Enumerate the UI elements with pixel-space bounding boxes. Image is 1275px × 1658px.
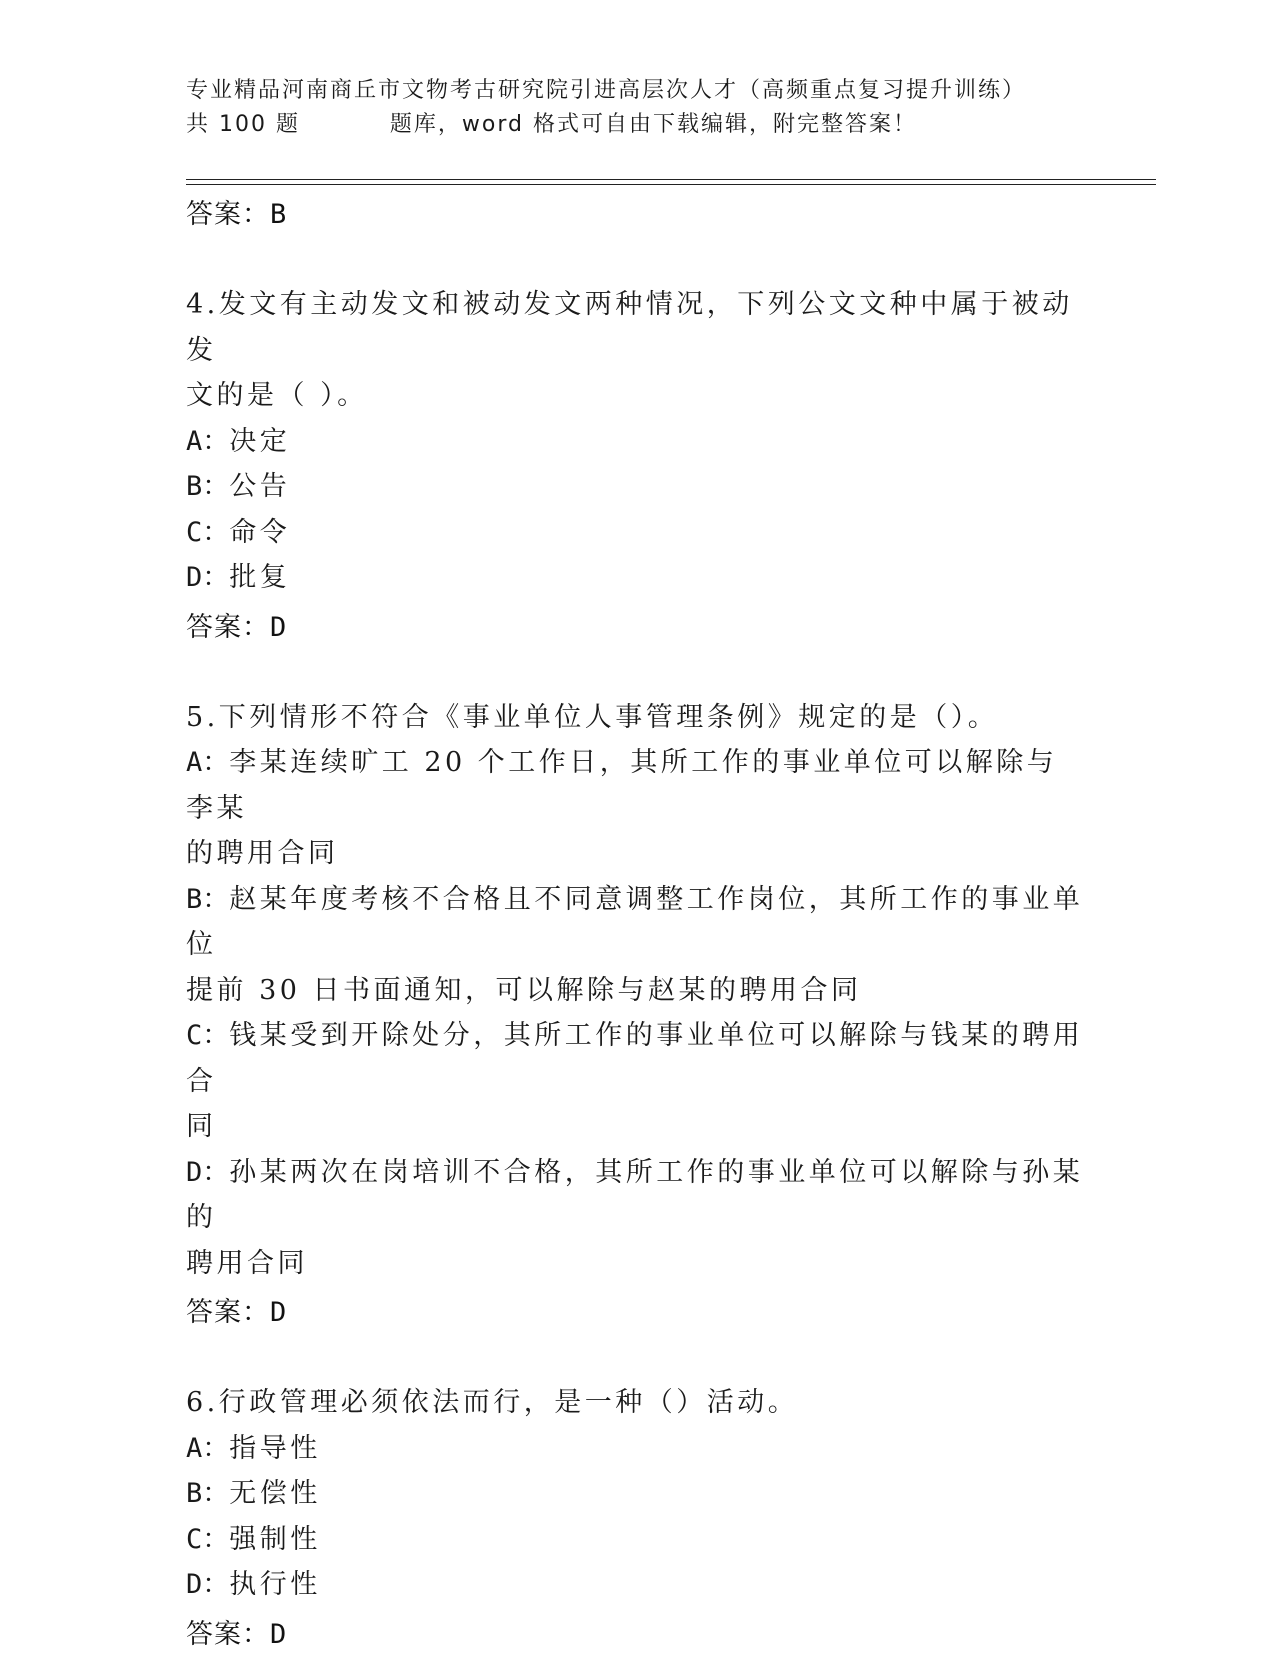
answer-label: 答案：	[186, 1297, 270, 1328]
option-key: B：	[186, 1478, 230, 1509]
option-c-continued: 同	[186, 1111, 217, 1142]
option-key: D：	[186, 562, 230, 593]
question-stem: 6.行政管理必须依法而行，是一种（）活动。	[186, 1387, 799, 1418]
option-a	[186, 740, 1086, 831]
header-divider-thick	[186, 184, 1156, 185]
option-key: C：	[186, 516, 230, 548]
option-key: D：	[186, 1569, 230, 1600]
option-text: 批复	[229, 562, 291, 593]
option-c	[186, 510, 1086, 556]
option-c	[186, 1013, 1086, 1104]
header-divider-thin	[186, 179, 1156, 180]
option-b	[186, 464, 1086, 510]
option-key: A：	[186, 1432, 230, 1464]
option-text: 指导性	[229, 1432, 321, 1464]
option-key: C：	[186, 1020, 230, 1051]
answer-line-previous	[186, 192, 1086, 238]
answer-label: 答案：	[186, 611, 270, 643]
option-key: B：	[186, 471, 230, 502]
option-key: D：	[186, 1156, 230, 1188]
option-text: 钱某受到开除处分，其所工作的事业单位可以解除与钱某的聘用合	[186, 1020, 1084, 1097]
header-title-line1: 专业精品河南商丘市文物考古研究院引进高层次人才（高频重点复习提升训练）	[186, 78, 1027, 103]
question-block	[186, 695, 1086, 1337]
question-stem: 4.发文有主动发文和被动发文两种情况，下列公文文种中属于被动发	[186, 289, 1073, 366]
option-text: 无偿性	[229, 1478, 321, 1509]
answer-label: 答案：	[186, 199, 270, 230]
page-header	[186, 74, 1086, 142]
answer-value: B	[270, 199, 288, 230]
answer-value: D	[270, 611, 288, 643]
answer-line	[186, 605, 1086, 651]
option-key: A：	[186, 747, 230, 778]
option-a	[186, 419, 1086, 465]
question-block	[186, 282, 1086, 651]
option-text: 决定	[229, 425, 291, 457]
answer-line	[186, 1612, 1086, 1658]
option-d	[186, 1562, 1086, 1608]
option-text: 孙某两次在岗培训不合格，其所工作的事业单位可以解除与孙某的	[186, 1156, 1084, 1233]
header-title-line2: 共 100 题 题库，word 格式可自由下载编辑，附完整答案！	[186, 112, 917, 137]
question-stem-continued: 文的是（ ）。	[186, 380, 368, 411]
option-key: A：	[186, 425, 230, 457]
option-key: C：	[186, 1523, 230, 1555]
question-block	[186, 1380, 1086, 1658]
option-text: 强制性	[229, 1523, 321, 1555]
answer-value: D	[270, 1297, 288, 1328]
option-text: 李某连续旷工 20 个工作日，其所工作的事业单位可以解除与李某	[186, 747, 1058, 824]
option-text: 命令	[229, 516, 291, 548]
question-list	[186, 188, 1086, 1658]
answer-line	[186, 1290, 1086, 1336]
option-d	[186, 555, 1086, 601]
option-b-continued: 提前 30 日书面通知，可以解除与赵某的聘用合同	[186, 974, 862, 1006]
option-b	[186, 1471, 1086, 1517]
option-d-continued: 聘用合同	[186, 1247, 308, 1279]
option-a	[186, 1426, 1086, 1472]
option-c	[186, 1517, 1086, 1563]
option-key: B：	[186, 883, 230, 915]
option-d	[186, 1150, 1086, 1241]
question-stem: 5.下列情形不符合《事业单位人事管理条例》规定的是（）。	[186, 701, 999, 733]
option-text: 执行性	[229, 1569, 321, 1600]
option-b	[186, 877, 1086, 968]
answer-label: 答案：	[186, 1618, 270, 1650]
option-text: 赵某年度考核不合格且不同意调整工作岗位，其所工作的事业单位	[186, 883, 1084, 960]
answer-value: D	[270, 1618, 288, 1650]
option-a-continued: 的聘用合同	[186, 838, 339, 869]
option-text: 公告	[229, 471, 291, 502]
